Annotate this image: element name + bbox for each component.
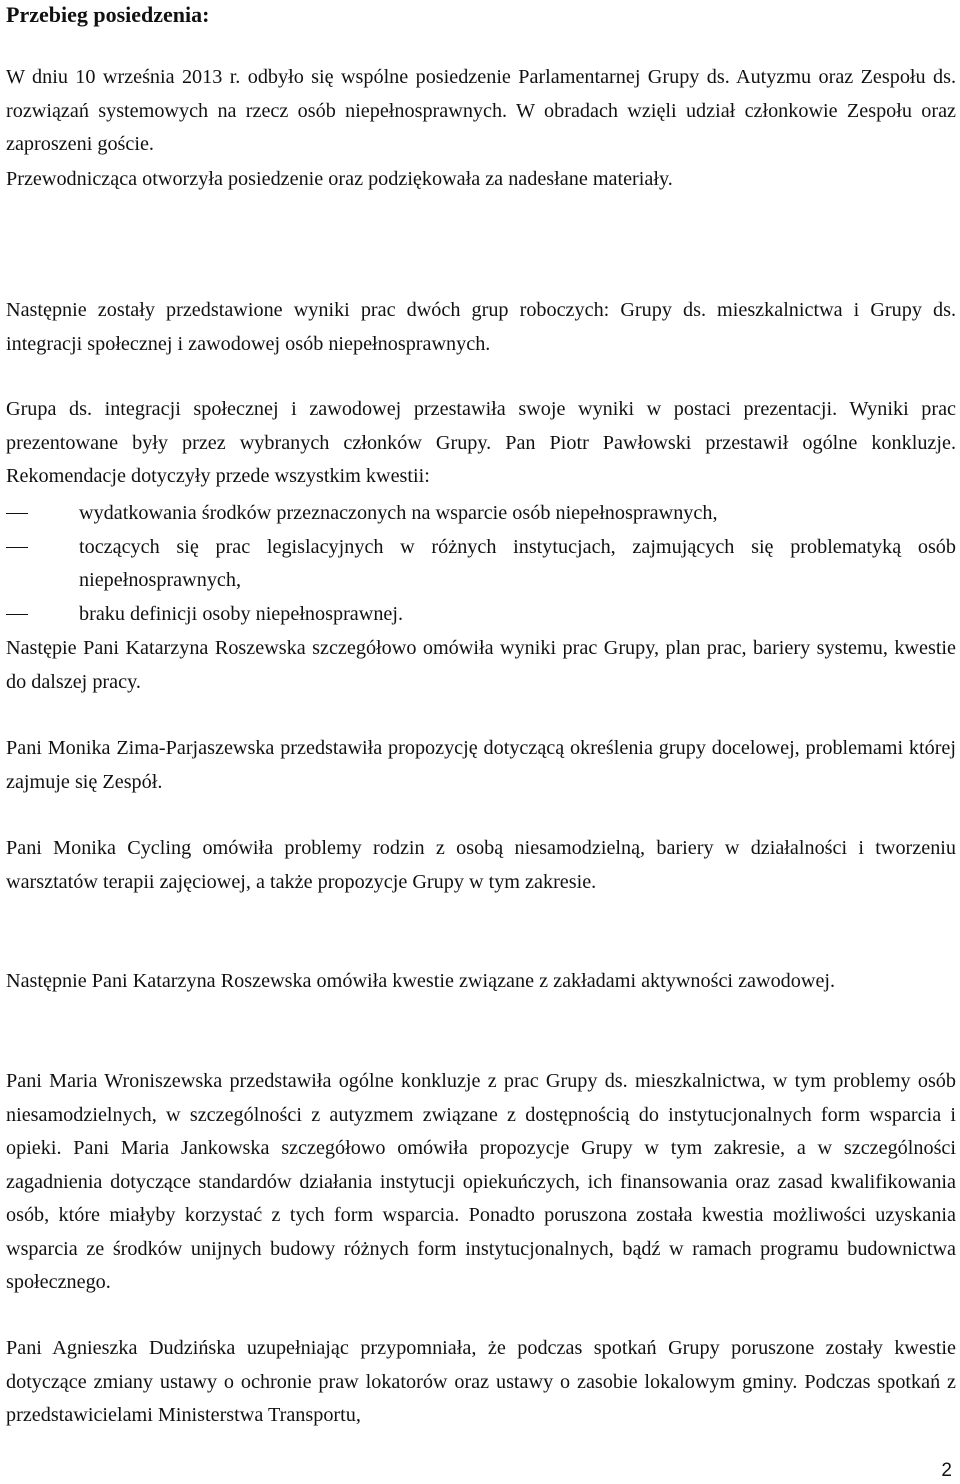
- list-item: toczących się prac legislacyjnych w różnych instytucjach, zajmujących się problematyką osób niepełnosprawnych,: [6, 531, 956, 598]
- page-number: 2: [941, 1460, 952, 1481]
- list-item: wydatkowania środków przeznaczonych na wsparcie osób niepełnosprawnych,: [6, 497, 956, 531]
- paragraph-roszewska-results: Następie Pani Katarzyna Roszewska szczegółowo omówiła wyniki prac Grupy, plan prac, bariery systemu, kwestie do dalszej pracy.: [6, 637, 956, 693]
- list-item: braku definicji osoby niepełnosprawnej.: [6, 598, 956, 632]
- paragraph-integration-group: Grupa ds. integracji społecznej i zawodowej przestawiła swoje wyniki w postaci prezentacji. Wyniki prac prezentowane były przez wybranych członków Grupy. Pan Piotr Pawłowski przestawił ogólne konkluzje. Rekomendacje dotyczyły przede wszystkim kwestii:: [6, 398, 956, 487]
- paragraph-opening: Przewodnicząca otworzyła posiedzenie oraz podziękowała za nadesłane materiały.: [6, 168, 673, 190]
- paragraph-cycling: Pani Monika Cycling omówiła problemy rodzin z osobą niesamodzielną, bariery w działalności i tworzeniu warsztatów terapii zajęciowej, a także propozycje Grupy w tym zakresie.: [6, 837, 956, 893]
- recommendations-list: [6, 497, 956, 631]
- dash-bullet-icon: [6, 547, 28, 548]
- paragraph-dudzinska: Pani Agnieszka Dudzińska uzupełniając przypomniała, że podczas spotkań Grupy poruszone zostały kwestie dotyczące zmiany ustawy o ochronie praw lokatorów oraz ustawy o zasobie lokalowym gminy. Podczas spotkań z przedstawicielami Ministerstwa Transportu,: [6, 1337, 956, 1426]
- section-heading: Przebieg posiedzenia:: [6, 2, 210, 27]
- paragraph-roszewska-zaz: Następnie Pani Katarzyna Roszewska omówiła kwestie związane z zakładami aktywności zawodowej.: [6, 970, 836, 992]
- paragraph-zima-parjaszewska: Pani Monika Zima-Parjaszewska przedstawiła propozycję dotyczącą określenia grupy docelowej, problemami której zajmuje się Zespół.: [6, 737, 956, 793]
- dash-bullet-icon: [6, 513, 28, 514]
- dash-bullet-icon: [6, 614, 28, 615]
- paragraph-wroniszewska: Pani Maria Wroniszewska przedstawiła ogólne konkluzje z prac Grupy ds. mieszkalnictwa, w tym problemy osób niesamodzielnych, w szczególności z autyzmem związane z dostępnością do instytucjonalnych form wsparcia i opieki. Pani Maria Jankowska szczegółowo omówiła propozycje Grupy w tym zakresie, a w szczególności zagadnienia dotyczące standardów działania instytucji opiekuńczych, ich finansowania oraz zasad kwalifikowania osób, które miałyby korzystać z tych form wsparcia. Ponadto poruszona została kwestia możliwości uzyskania wsparcia ze środków unijnych budowy różnych form instytucjonalnych, bądź w ramach programu budownictwa społecznego.: [6, 1070, 956, 1293]
- paragraph-meeting-intro: W dniu 10 września 2013 r. odbyło się wspólne posiedzenie Parlamentarnej Grupy ds. Autyzmu oraz Zespołu ds. rozwiązań systemowych na rzecz osób niepełnosprawnych. W obradach wzięli udział członkowie Zespołu oraz zaproszeni goście.: [6, 66, 956, 155]
- paragraph-working-groups: Następnie zostały przedstawione wyniki prac dwóch grup roboczych: Grupy ds. mieszkalnictwa i Grupy ds. integracji społecznej i zawodowej osób niepełnosprawnych.: [6, 299, 956, 355]
